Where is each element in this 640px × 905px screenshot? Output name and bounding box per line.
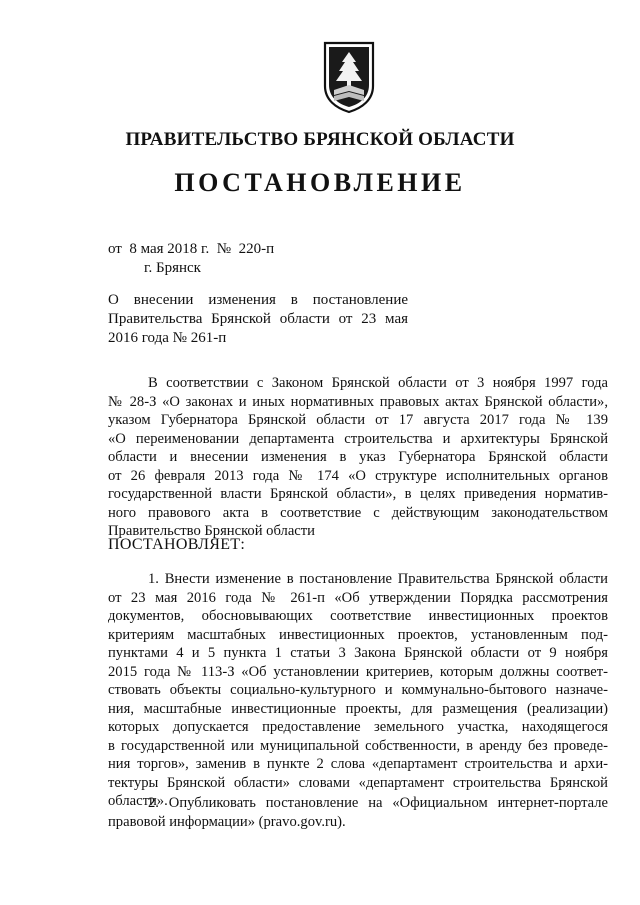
item-2-line: правовой информации» (pravo.gov.ru).	[108, 813, 346, 830]
item-2-paragraph	[108, 794, 608, 831]
preamble-line: № 28-З «О законах и иных нормативных правовых актах Брянской области»,	[108, 393, 608, 410]
preamble-line: В соответствии с Законом Брянской области от 3 ноября 1997 года	[148, 375, 608, 391]
item-1-line: документов, обосновывающих соответствие инвестиционных проектов	[108, 608, 608, 624]
document-meta	[108, 240, 274, 278]
preamble-line: «О переименовании департамента строительства и архитектуры Брянской	[108, 430, 608, 447]
item-1-line: которых допускается предоставление земельного участка, находящегося	[108, 719, 608, 735]
preamble-line: Правительство Брянской области	[108, 523, 315, 539]
item-1-line: тектуры Брянской области» словами «департамент строительства Брянской	[108, 774, 608, 791]
date-number-line: от 8 мая 2018 г. № 220-п	[108, 241, 275, 257]
subject-line: О внесении изменения в постановление	[108, 292, 408, 308]
item-1-line: в государственной или муниципальной собственности, в аренду без проведе-	[108, 737, 608, 754]
subject-line: Правительства Брянской области от 23 мая	[108, 311, 408, 327]
city-line: г. Брянск	[144, 260, 201, 276]
item-1-line: 2015 года № 113-З «Об установлении критериев, которым должны соответ-	[108, 663, 608, 680]
item-1-line: ствовать объекты социально-культурного и коммунально-бытового назначе-	[108, 682, 608, 698]
item-1-line: критериям масштабных инвестиционных проектов, установленным под-	[108, 626, 608, 643]
preamble-line: государственной власти Брянской области», в целях приведения норматив-	[108, 486, 608, 502]
item-1-paragraph	[108, 570, 608, 811]
organization-title: ПРАВИТЕЛЬСТВО БРЯНСКОЙ ОБЛАСТИ	[125, 129, 515, 150]
bryansk-coat-of-arms-icon	[322, 40, 376, 114]
preamble-line: области и внесении изменения в указ Губернатора Брянской области	[108, 449, 608, 465]
document-type-title: ПОСТАНОВЛЕНИЕ	[174, 168, 466, 197]
item-1-line: 1. Внести изменение в постановление Правительства Брянской области	[148, 571, 608, 587]
preamble-paragraph	[108, 374, 608, 541]
item-1-line: пунктами 4 и 5 пункта 1 статьи 3 Закона Брянской области от 9 ноября	[108, 645, 608, 661]
preamble-line: от 26 февраля 2013 года № 174 «О структуре исполнительных органов	[108, 467, 608, 484]
decree-word: ПОСТАНОВЛЯЕТ:	[108, 536, 246, 553]
preamble-line: ного правового акта в соответствие с действующим законодательством	[108, 504, 608, 521]
item-2-line: 2. Опубликовать постановление на «Официальном интернет-портале	[148, 795, 608, 811]
item-1-line: ния, масштабные инвестиционные проекты, для размещения (реализации)	[108, 700, 608, 717]
item-1-line: области».	[108, 793, 168, 809]
item-1-line: от 23 мая 2016 года № 261-п «Об утверждении Порядка рассмотрения	[108, 589, 608, 606]
document-subject	[108, 291, 408, 348]
subject-line: 2016 года № 261-п	[108, 330, 227, 346]
preamble-line: указом Губернатора Брянской области от 17 августа 2017 года № 139	[108, 412, 608, 428]
item-1-line: ния торгов», заменив в пункте 2 слова «департамент строительства и архи-	[108, 756, 608, 772]
